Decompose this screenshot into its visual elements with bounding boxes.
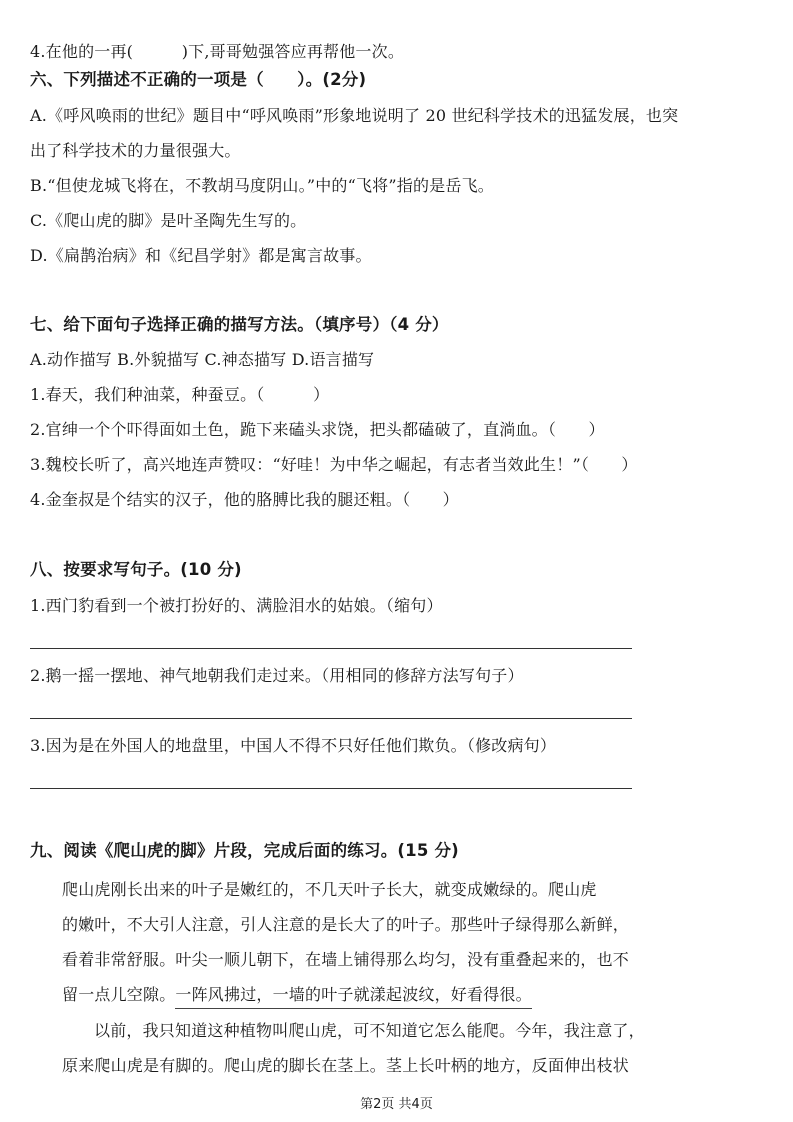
answer-line-2[interactable] <box>30 718 632 719</box>
answer-line-3[interactable] <box>30 788 632 789</box>
passage-line-5: 以前，我只知道这种植物叫爬山虎，可不知道它怎么能爬。今年，我注意了， <box>94 1021 645 1040</box>
section-6-heading: 六、下列描述不正确的一项是（ ）。(2分) <box>30 70 367 89</box>
section-6-option-d: D.《扁鹊治病》和《纪昌学射》都是寓言故事。 <box>30 246 372 265</box>
passage-line-2: 的嫩叶，不大引人注意，引人注意的是长大了的叶子。那些叶子绿得那么新鲜， <box>62 915 630 934</box>
passage-line-6: 原来爬山虎是有脚的。爬山虎的脚长在茎上。茎上长叶柄的地方，反面伸出枝状 <box>62 1056 630 1075</box>
section-6-option-b: B.“但使龙城飞将在，不教胡马度阴山。”中的“飞将”指的是岳飞。 <box>30 176 494 195</box>
fill-blank-item-4: 4.在他的一再( )下,哥哥勉强答应再帮他一次。 <box>30 42 405 61</box>
section-7-item-1: 1.春天，我们种油菜，种蚕豆。（ ） <box>30 385 330 404</box>
section-8-item-2: 2.鹅一摇一摆地、神气地朝我们走过来。（用相同的修辞方法写句子） <box>30 666 524 685</box>
passage-line-1: 爬山虎刚长出来的叶子是嫩红的，不几天叶子长大，就变成嫩绿的。爬山虎 <box>62 880 597 899</box>
passage-line-4-text: 留一点儿空隙。 <box>62 985 176 1004</box>
passage-line-3: 看着非常舒服。叶尖一顺儿朝下，在墙上铺得那么均匀，没有重叠起来的，也不 <box>62 950 630 969</box>
section-7-item-2: 2.官绅一个个吓得面如土色，跪下来磕头求饶，把头都磕破了，直淌血。（ ） <box>30 420 605 439</box>
section-8-item-3: 3.因为是在外国人的地盘里，中国人不得不只好任他们欺负。（修改病句） <box>30 736 557 755</box>
page-footer: 第2页 共4页 <box>360 1097 433 1112</box>
section-7-item-3: 3.魏校长听了，高兴地连声赞叹：“好哇！为中华之崛起，有志者当效此生！”（ ） <box>30 455 638 474</box>
section-6-option-a-line-1: A.《呼风唤雨的世纪》题目中“呼风唤雨”形象地说明了 20 世纪科学技术的迅猛发展，也突 <box>30 106 679 125</box>
section-7-item-4: 4.金奎叔是个结实的汉子，他的胳膊比我的腿还粗。（ ） <box>30 490 459 509</box>
section-6-option-a-line-2: 出了科学技术的力量很强大。 <box>30 141 241 160</box>
underlined-sentence: 一阵风拂过，一墙的叶子就漾起波纹，好看得很。 <box>175 985 531 1009</box>
answer-line-1[interactable] <box>30 648 632 649</box>
passage-line-4 <box>62 985 532 1005</box>
section-7-choices: A.动作描写 B.外貌描写 C.神态描写 D.语言描写 <box>30 350 375 369</box>
section-6-option-c: C.《爬山虎的脚》是叶圣陶先生写的。 <box>30 211 307 230</box>
section-8-item-1: 1.西门豹看到一个被打扮好的、满脸泪水的姑娘。（缩句） <box>30 596 443 615</box>
section-9-heading: 九、阅读《爬山虎的脚》片段，完成后面的练习。(15 分) <box>30 841 459 860</box>
section-7-heading: 七、给下面句子选择正确的描写方法。（填序号）（4 分） <box>30 315 449 334</box>
section-8-heading: 八、按要求写句子。(10 分) <box>30 560 242 579</box>
